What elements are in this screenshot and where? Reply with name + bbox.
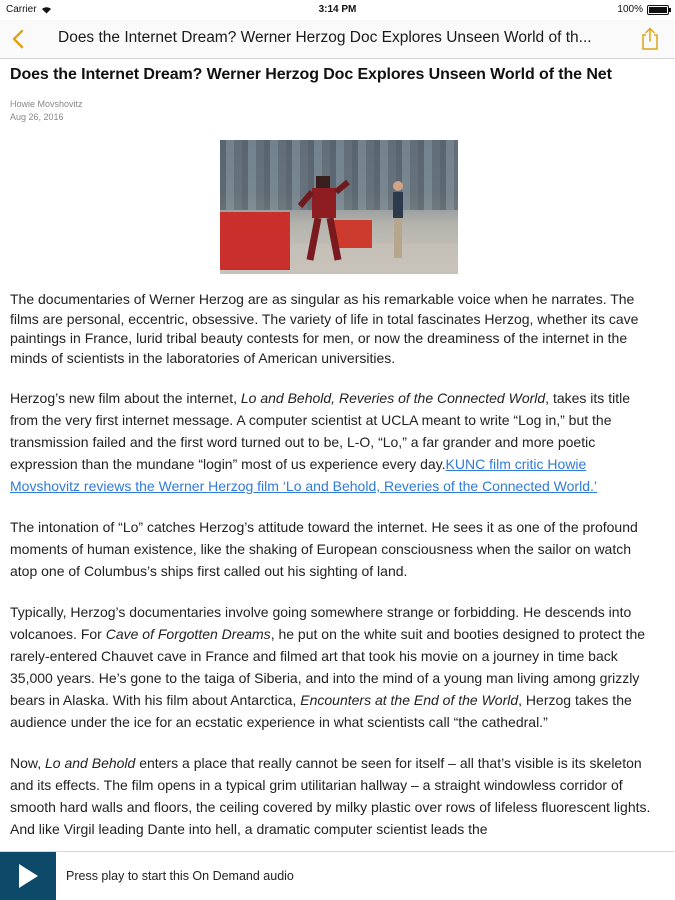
byline: [10, 98, 650, 124]
audio-player-bar: [0, 851, 675, 900]
clock: 3:14 PM: [318, 4, 357, 15]
battery-percent: 100%: [617, 4, 643, 15]
person-figure: [390, 180, 406, 260]
film-title: Cave of Forgotten Dreams: [105, 626, 271, 642]
paragraph: Typically, Herzog’s documentaries involve going somewhere strange or forbidding. He descends into volcanoes. For Cave of Forgotten Dreams, he put on the white suit and booties designed to protect the rarely-entered Chauvet cave in France and filmed art that took his movie on a journey in time back 35,000 years. He’s gone to the taiga of Siberia, and into the mind of a young man living among grizzly bears in Alaska. With his film about Antarctica, Encounters at the End of the World, Herzog takes the audience under the ice for an ecstatic experience in what scientists call “the cathedral.”: [10, 604, 646, 730]
carrier-label: Carrier: [6, 4, 37, 15]
nav-title: Does the Internet Dream? Werner Herzog Doc Explores Unseen World of th...: [58, 29, 592, 46]
play-icon: [17, 863, 39, 889]
paragraph: Now, Lo and Behold enters a place that really cannot be seen for itself – all that’s visible is its skeleton and its effects. The film opens in a typical grim utilitarian hallway – a straight windowless corridor of smooth hard walls and floors, the ceiling covered by milky plastic over rows of lifeless fluorescent lights. And like Virgil leading Dante into hell, a dramatic computer scientist leads the: [10, 755, 651, 837]
publish-date: Aug 26, 2016: [10, 112, 64, 122]
article-hero-image: [220, 140, 458, 274]
review-link[interactable]: KUNC film critic Howie Movshovitz reviews the Werner Herzog film ‘Lo and Behold, Reveries of the Connected World.’: [10, 456, 597, 494]
chevron-left-icon: [12, 29, 24, 49]
player-status-text: Press play to start this On Demand audio: [66, 869, 294, 883]
red-barrier: [220, 212, 290, 270]
share-icon: [640, 27, 660, 51]
article-body: [10, 290, 655, 840]
robot-figure: [298, 172, 352, 264]
paragraph: Herzog’s new film about the internet, Lo and Behold, Reveries of the Connected World, takes its title from the very first internet message. A computer scientist at UCLA meant to write “Log in,” but the transmission failed and the first word turned out to be, L-O, “Lo,” a far grander and more poetic expression than the mundane “login” most of us experience every day.KUNC film critic Howie Movshovitz reviews the Werner Herzog film ‘Lo and Behold, Reveries of the Connected World.’: [10, 390, 630, 494]
article: [10, 66, 650, 859]
film-title: Encounters at the End of the World: [300, 692, 519, 708]
share-button[interactable]: [637, 24, 663, 54]
navigation-bar: [0, 20, 675, 59]
battery-indicator: [617, 4, 669, 15]
battery-icon: [647, 5, 669, 15]
paragraph: The intonation of “Lo” catches Herzog’s attitude toward the internet. He sees it as one of the profound moments of human existence, like the shaking of European consciousness when the sailor on watch atop one of Columbus’s ships first called out his sighting of land.: [10, 519, 638, 579]
status-bar: [0, 0, 675, 20]
play-button[interactable]: [0, 852, 56, 900]
film-title: Lo and Behold, Reveries of the Connected World: [240, 390, 546, 406]
article-headline: Does the Internet Dream? Werner Herzog Doc Explores Unseen World of the Net: [10, 66, 612, 83]
film-title: Lo and Behold: [45, 755, 136, 771]
paragraph: The documentaries of Werner Herzog are as singular as his remarkable voice when he narrates. The films are personal, eccentric, obsessive. The variety of life in total fascinates Herzog, whether its cave paintings in France, lurid tribal beauty contests for men, or now the dreaminess of the internet in the minds of scientists in the laboratories of American universities.: [10, 291, 639, 366]
back-button[interactable]: [6, 24, 30, 54]
author-name: Howie Movshovitz: [10, 99, 83, 109]
